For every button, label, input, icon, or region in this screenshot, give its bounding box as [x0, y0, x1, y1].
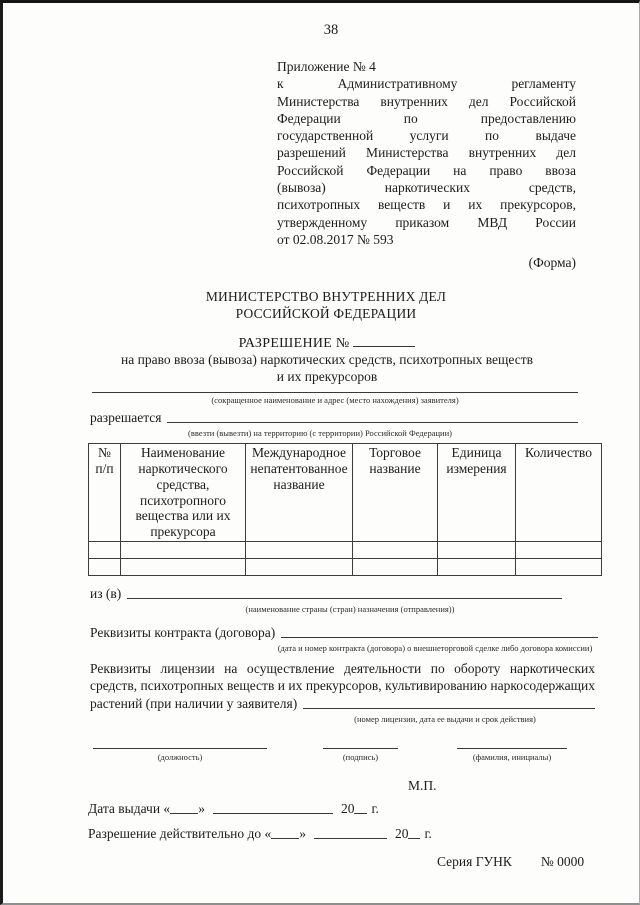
table-row	[89, 542, 602, 559]
contract-caption: (дата и номер контракта (договора) о внешнеторговой сделке либо договора комиссии)	[277, 643, 593, 654]
appendix-line: от 02.08.2017 № 593	[277, 231, 394, 247]
contract-label: Реквизиты контракта (договора)	[90, 625, 276, 641]
series-number: № 0000	[540, 853, 585, 869]
country-label: из (в)	[90, 586, 122, 602]
license-fill-line	[303, 695, 595, 709]
valid-day-blank	[271, 826, 299, 838]
appendix-line: утвержденному приказом МВД России	[277, 214, 576, 230]
country-fill-line	[127, 585, 562, 599]
table-cell	[516, 559, 602, 576]
appendix-line: Федерации по предоставлению	[277, 110, 576, 126]
series-footer	[437, 854, 640, 870]
col-number: № п/п	[89, 444, 121, 542]
table-cell	[89, 542, 121, 559]
signature-position: (должность)	[93, 748, 267, 762]
table-row	[89, 559, 602, 576]
appendix-line: к Административному регламенту	[277, 76, 576, 92]
permitted-fill-line	[167, 409, 578, 423]
permit-title-text: РАЗРЕШЕНИЕ №	[238, 336, 350, 352]
table-cell	[516, 542, 602, 559]
appendix-line: Министерства внутренних дел Российской	[277, 93, 576, 109]
table-cell	[246, 559, 353, 576]
license-paragraph	[90, 660, 595, 712]
table-cell	[353, 559, 438, 576]
issue-year-prefix: 20	[340, 800, 355, 816]
substances-table	[88, 443, 602, 576]
license-line1: Реквизиты лицензии на осуществление деятельности по обороту наркотических	[90, 661, 595, 677]
stamp-mark: М.П.	[408, 777, 437, 793]
valid-until-row	[88, 825, 640, 842]
col-inn-name: Международное непатентованное название	[246, 444, 353, 542]
contract-fill-line	[281, 624, 598, 638]
license-line2: средств, психотропных веществ и их прекурсоров, культивированию наркосодержащих	[90, 678, 595, 694]
applicant-fill-line	[92, 385, 578, 393]
col-substance-name: Наименование наркотического средства, психотропного вещества или их прекурсора	[121, 444, 246, 542]
table-cell	[353, 542, 438, 559]
issue-year-blank	[354, 801, 367, 813]
appendix-line: Приложение № 4	[277, 59, 376, 74]
ministry-heading	[0, 288, 640, 322]
series-label: Серия ГУНК	[437, 853, 512, 869]
table-header-row	[89, 444, 602, 542]
appendix-line: психотропных веществ и их прекурсоров,	[277, 197, 576, 213]
table-cell	[438, 559, 516, 576]
permit-subtitle-line2: и их прекурсоров	[276, 368, 378, 384]
form-label: (Форма)	[528, 255, 576, 271]
issue-date-close-quote: »	[198, 800, 205, 816]
table-cell	[89, 559, 121, 576]
table-cell	[121, 542, 246, 559]
issue-month-blank	[213, 801, 333, 813]
ministry-line1: МИНИСТЕРСТВО ВНУТРЕННИХ ДЕЛ	[205, 289, 447, 305]
ministry-line2: РОССИЙСКОЙ ФЕДЕРАЦИИ	[235, 306, 417, 322]
table-cell	[438, 542, 516, 559]
issue-date-row	[88, 800, 640, 817]
table-cell	[121, 559, 246, 576]
signature-row	[93, 748, 640, 762]
table-cell	[246, 542, 353, 559]
signature-name: (фамилия, инициалы)	[457, 748, 567, 762]
permitted-caption: (ввезти (вывезти) на территорию (с территории) Российской Федерации)	[188, 428, 452, 439]
country-row	[90, 585, 562, 602]
applicant-caption: (сокращенное наименование и адрес (место нахождения) заявителя)	[211, 395, 459, 406]
col-trade-name: Торговое название	[353, 444, 438, 542]
permitted-row	[90, 409, 578, 426]
col-quantity: Количество	[516, 444, 602, 542]
appendix-line: (вывоза) наркотических средств,	[277, 180, 576, 196]
issue-date-prefix: Дата выдачи «	[88, 800, 171, 816]
license-caption: (номер лицензии, дата ее выдачи и срок действия)	[354, 713, 536, 724]
col-unit: Единица измерения	[438, 444, 516, 542]
country-caption: (наименование страны (стран) назначения (отправления))	[245, 604, 455, 615]
appendix-block	[277, 58, 576, 248]
appendix-line: Российской Федерации на право ввоза	[277, 162, 576, 178]
valid-year-prefix: 20	[394, 825, 409, 841]
permit-subtitle-line1: на право ввоза (вывоза) наркотических средств, психотропных веществ	[121, 352, 533, 368]
permit-number-blank	[353, 334, 415, 347]
license-line3	[90, 695, 595, 712]
signature-sign: (подпись)	[323, 748, 398, 762]
valid-year-suffix: г.	[424, 825, 432, 841]
valid-until-prefix: Разрешение действительно до «	[88, 825, 272, 841]
issue-day-blank	[170, 801, 198, 813]
valid-year-blank	[408, 826, 420, 838]
permit-subtitle	[0, 352, 640, 385]
valid-month-blank	[314, 826, 387, 838]
appendix-line: государственной услуги по выдаче	[277, 128, 576, 144]
appendix-line: разрешений Министерства внутренних дел	[277, 145, 576, 161]
permitted-label: разрешается	[90, 410, 162, 426]
contract-row	[90, 624, 598, 641]
license-line3-text: растений (при наличии у заявителя)	[90, 695, 298, 711]
permit-title	[0, 334, 640, 351]
issue-year-suffix: г.	[371, 800, 379, 816]
valid-until-close-quote: »	[299, 825, 306, 841]
page-number: 38	[323, 22, 339, 38]
